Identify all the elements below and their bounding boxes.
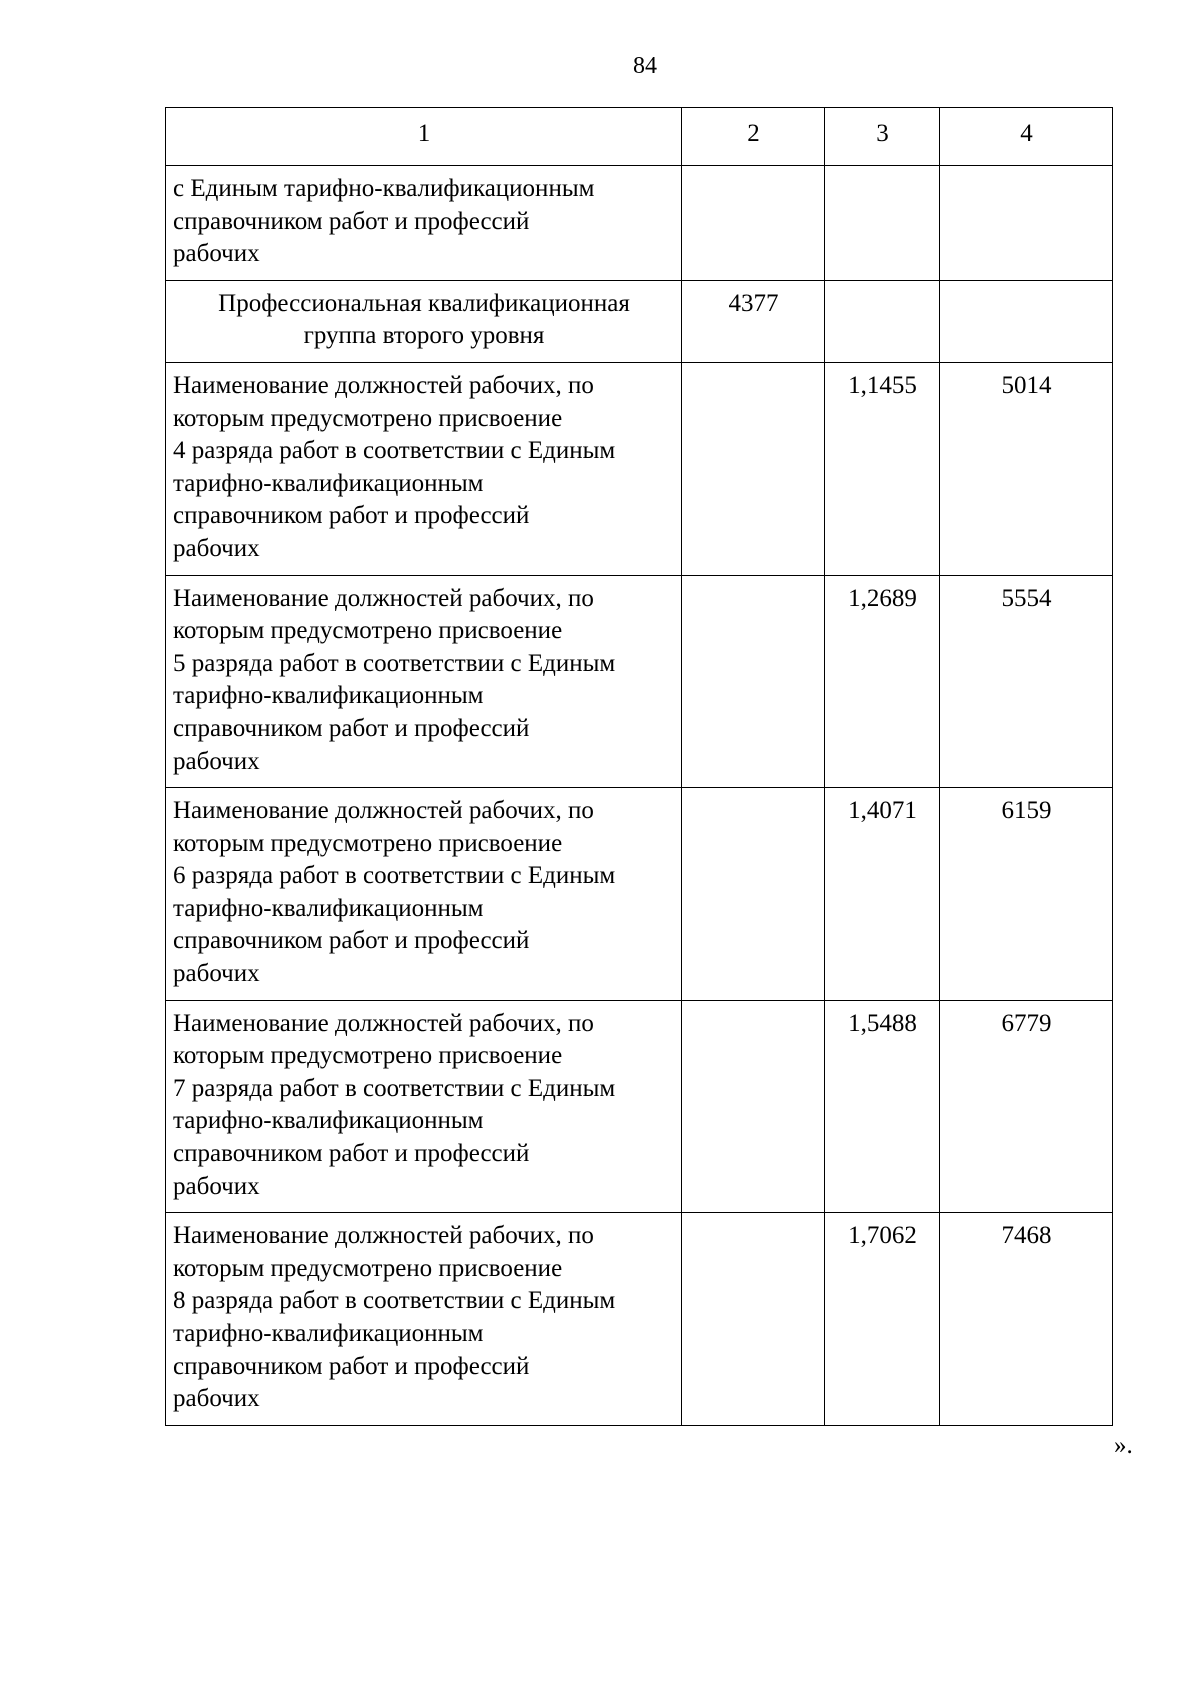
salary: 5554: [940, 575, 1113, 788]
position-description: с Единым тарифно-квалификационным справочником работ и профессий рабочих: [166, 166, 682, 281]
salary: 7468: [940, 1213, 1113, 1426]
table-header-row: [166, 108, 1113, 166]
column-header-3: 3: [825, 108, 940, 166]
salary: [940, 280, 1113, 362]
position-description: Наименование должностей рабочих, по которым предусмотрено присвоение 6 разряда работ в соответствии с Единым тарифно-квалификационным справочником работ и профессий рабочих: [166, 788, 682, 1001]
group-base-salary: 4377: [682, 280, 825, 362]
salary: 6159: [940, 788, 1113, 1001]
table-row: [166, 1000, 1113, 1213]
coefficient: 1,2689: [825, 575, 940, 788]
salary: 6779: [940, 1000, 1113, 1213]
coefficient: 1,7062: [825, 1213, 940, 1426]
group-base-salary: [682, 788, 825, 1001]
coefficient: 1,1455: [825, 362, 940, 575]
column-header-4: 4: [940, 108, 1113, 166]
coefficient: [825, 166, 940, 281]
coefficient: 1,5488: [825, 1000, 940, 1213]
column-header-2: 2: [682, 108, 825, 166]
column-header-1: 1: [166, 108, 682, 166]
salary: [940, 166, 1113, 281]
coefficient: [825, 280, 940, 362]
group-base-salary: [682, 575, 825, 788]
closing-quote-mark: ».: [1114, 1432, 1133, 1459]
group-base-salary: [682, 1000, 825, 1213]
qualification-group-title: Профессиональная квалификационная группа второго уровня: [166, 280, 682, 362]
table-row: [166, 280, 1113, 362]
salary-table: [165, 107, 1113, 1426]
position-description: Наименование должностей рабочих, по которым предусмотрено присвоение 7 разряда работ в соответствии с Единым тарифно-квалификационным справочником работ и профессий рабочих: [166, 1000, 682, 1213]
coefficient: 1,4071: [825, 788, 940, 1001]
group-base-salary: [682, 166, 825, 281]
table-row: [166, 1213, 1113, 1426]
position-description: Наименование должностей рабочих, по которым предусмотрено присвоение 8 разряда работ в соответствии с Единым тарифно-квалификационным справочником работ и профессий рабочих: [166, 1213, 682, 1426]
table-row: [166, 788, 1113, 1001]
page-number: 84: [633, 53, 657, 79]
salary: 5014: [940, 362, 1113, 575]
group-base-salary: [682, 1213, 825, 1426]
group-base-salary: [682, 362, 825, 575]
table-row: [166, 166, 1113, 281]
position-description: Наименование должностей рабочих, по которым предусмотрено присвоение 5 разряда работ в соответствии с Единым тарифно-квалификационным справочником работ и профессий рабочих: [166, 575, 682, 788]
table-row: [166, 362, 1113, 575]
position-description: Наименование должностей рабочих, по которым предусмотрено присвоение 4 разряда работ в соответствии с Единым тарифно-квалификационным справочником работ и профессий рабочих: [166, 362, 682, 575]
table-row: [166, 575, 1113, 788]
